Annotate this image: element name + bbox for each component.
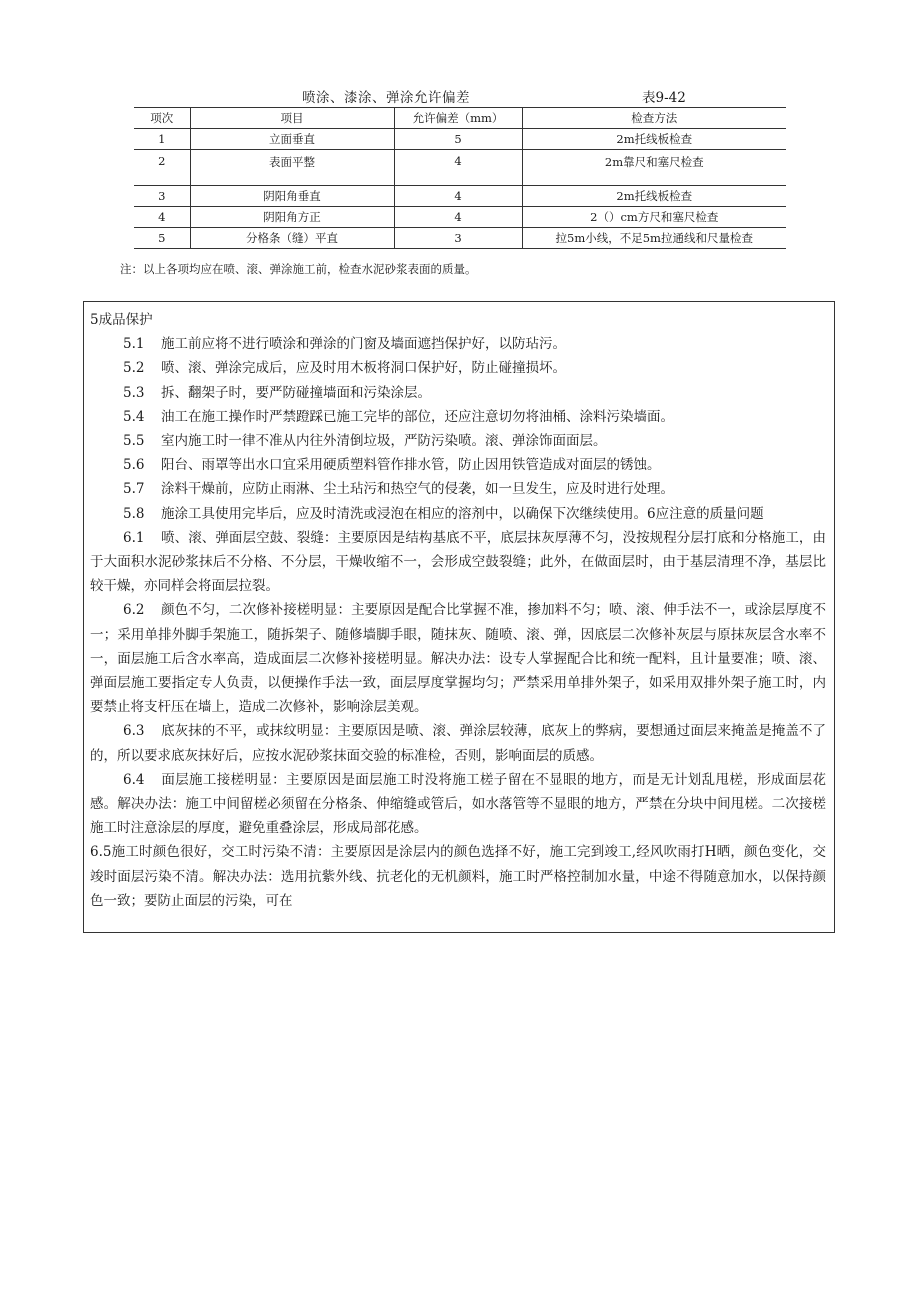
paragraph-5-1 xyxy=(90,332,826,356)
cell-method: 2m靠尺和塞尺检查 xyxy=(522,150,786,186)
header-cell-method: 检查方法 xyxy=(522,108,786,129)
item-number: 5.1 xyxy=(123,336,145,353)
content-box xyxy=(83,301,835,933)
table-header-row xyxy=(134,108,786,129)
paragraph-5-2 xyxy=(90,356,826,380)
item-number: 6.4 xyxy=(123,771,145,788)
table-row xyxy=(134,186,786,207)
cell-tolerance: 4 xyxy=(394,186,522,207)
cell-method: 2m托线板检查 xyxy=(522,129,786,150)
item-text: 喷、滚、弹面层空鼓、裂缝：主要原因是结构基底不平，底层抹灰厚薄不匀，没按规程分层打底和分格施工，由于大面积水泥砂浆抹后不分格、不分层，干燥收缩不一，会形成空鼓裂缝；此外，在做面层时，由于基层清理不净，基层比较干燥，亦同样会将面层拉裂。 xyxy=(90,529,826,595)
cell-tolerance: 4 xyxy=(394,150,522,186)
paragraph-6-2 xyxy=(90,598,826,719)
item-number: 6.2 xyxy=(123,602,145,619)
paragraph-5-4 xyxy=(90,405,826,429)
paragraph-6-5 xyxy=(90,840,826,913)
cell-item: 立面垂直 xyxy=(190,129,394,150)
paragraph-5-7 xyxy=(90,477,826,501)
cell-index: 4 xyxy=(134,207,190,228)
item-number: 5.6 xyxy=(123,457,145,474)
table-number: 表9-42 xyxy=(642,90,686,106)
header-cell-index: 项次 xyxy=(134,108,190,129)
item-text: 颜色不匀，二次修补接槎明显：主要原因是配合比掌握不准，掺加料不匀；喷、滚、伸手法不一，或涂层厚度不一；采用单排外脚手架施工，随拆架子、随修墙脚手眼，随抹灰、随喷、滚、弹，因底层二次修补灰层与原抹灰层含水率不一，面层施工后含水率高，造成面层二次修补接槎明显。解决办法：设专人掌握配合比和统一配料，且计量要准；喷、滚、弹面层施工要指定专人负责，以便操作手法一致，面层厚度掌握均匀；严禁采用单排外架子，如采用双排外架子施工时，内要禁止将支杆压在墙上，造成二次修补，影响涂层美观。 xyxy=(90,602,826,716)
cell-index: 2 xyxy=(134,150,190,186)
table-title: 喷涂、漆涂、弹涂允许偏差 xyxy=(302,90,470,106)
item-text: 油工在施工操作时严禁蹬踩已施工完毕的部位，还应注意切勿将油桶、涂料污染墙面。 xyxy=(161,408,674,425)
cell-tolerance: 4 xyxy=(394,207,522,228)
table-row xyxy=(134,207,786,228)
section-5-heading: 5成品保护 xyxy=(90,312,153,328)
item-text: 室内施工时一律不准从内往外清倒垃圾，严防污染喷。滚、弹涂饰面面层。 xyxy=(161,433,607,450)
paragraph-5-5 xyxy=(90,429,826,453)
item-number: 6.1 xyxy=(123,529,145,546)
table-row xyxy=(134,150,786,186)
item-text: 底灰抹的不平，或抹纹明显：主要原因是喷、滚、弹涂层较薄，底灰上的弊病，要想通过面层来掩盖是掩盖不了的，所以要求底灰抹好后，应按水泥砂浆抹面交验的标准检，否则，影响面层的质感。 xyxy=(90,723,826,764)
item-number: 5.7 xyxy=(123,481,145,498)
cell-index: 1 xyxy=(134,129,190,150)
cell-item: 表面平整 xyxy=(190,150,394,186)
tolerance-table xyxy=(134,107,786,249)
paragraph-5-3 xyxy=(90,381,826,405)
item-number: 6.3 xyxy=(123,723,145,740)
table-row xyxy=(134,129,786,150)
item-number: 6.5 xyxy=(90,844,112,861)
item-text: 阳台、雨罩等出水口宜采用硬质塑料管作排水管，防止因用铁管造成对面层的锈蚀。 xyxy=(161,457,661,474)
cell-tolerance: 3 xyxy=(394,228,522,249)
item-text: 面层施工接槎明显：主要原因是面层施工时没将施工槎子留在不显眼的地方，而是无计划乱甩槎，形成面层花感。解决办法：施工中间留槎必须留在分格条、伸缩缝或管后，如水落管等不显眼的地方，严禁在分块中间甩槎。二次接槎施工时注意涂层的厚度，避免重叠涂层，形成局部花感。 xyxy=(90,771,826,837)
cell-item: 阴阳角方正 xyxy=(190,207,394,228)
paragraph-6-4 xyxy=(90,768,826,841)
cell-method: 拉5m小线，不足5m拉通线和尺量检查 xyxy=(522,228,786,249)
paragraph-5-8 xyxy=(90,502,826,526)
header-cell-tolerance: 允许偏差（mm） xyxy=(394,108,522,129)
paragraph-5-6 xyxy=(90,453,826,477)
item-number: 5.2 xyxy=(123,360,145,377)
cell-index: 3 xyxy=(134,186,190,207)
item-text: 施涂工具使用完毕后，应及时清洗或浸泡在相应的溶剂中，以确保下次继续使用。6应注意的质量问题 xyxy=(161,505,764,522)
item-text: 施工时颜色很好，交工时污染不清：主要原因是涂层内的颜色选择不好，施工完到竣工,经风吹雨打H晒，颜色变化，交竣时面层污染不清。解决办法：选用抗紫外线、抗老化的无机颜料，施工时严格控制加水量，中途不得随意加水，以保持颜色一致；要防止面层的污染，可在 xyxy=(90,844,826,909)
item-number: 5.8 xyxy=(123,505,145,522)
header-cell-item: 项目 xyxy=(190,108,394,129)
item-text: 施工前应将不进行喷涂和弹涂的门窗及墙面遮挡保护好，以防玷污。 xyxy=(161,336,566,353)
item-text: 喷、滚、弹涂完成后，应及时用木板将洞口保护好，防止碰撞损坏。 xyxy=(161,360,566,377)
item-text: 拆、翻架子时，要严防碰撞墙面和污染涂层。 xyxy=(161,384,431,401)
item-number: 5.3 xyxy=(123,384,145,401)
cell-item: 分格条（缝）平直 xyxy=(190,228,394,249)
paragraph-6-3 xyxy=(90,719,826,767)
cell-method: 2m托线板检查 xyxy=(522,186,786,207)
table-caption xyxy=(134,86,786,106)
table-row xyxy=(134,228,786,249)
table-note: 注：以上各项均应在喷、滚、弹涂施工前，检查水泥砂浆表面的质量。 xyxy=(120,262,477,276)
paragraph-6-1 xyxy=(90,526,826,599)
cell-method: 2（）cm方尺和塞尺检查 xyxy=(522,207,786,228)
item-text: 涂料干燥前，应防止雨淋、尘土玷污和热空气的侵袭，如一旦发生，应及时进行处理。 xyxy=(161,481,674,498)
cell-item: 阴阳角垂直 xyxy=(190,186,394,207)
cell-index: 5 xyxy=(134,228,190,249)
item-number: 5.5 xyxy=(123,433,145,450)
cell-tolerance: 5 xyxy=(394,129,522,150)
item-number: 5.4 xyxy=(123,408,145,425)
